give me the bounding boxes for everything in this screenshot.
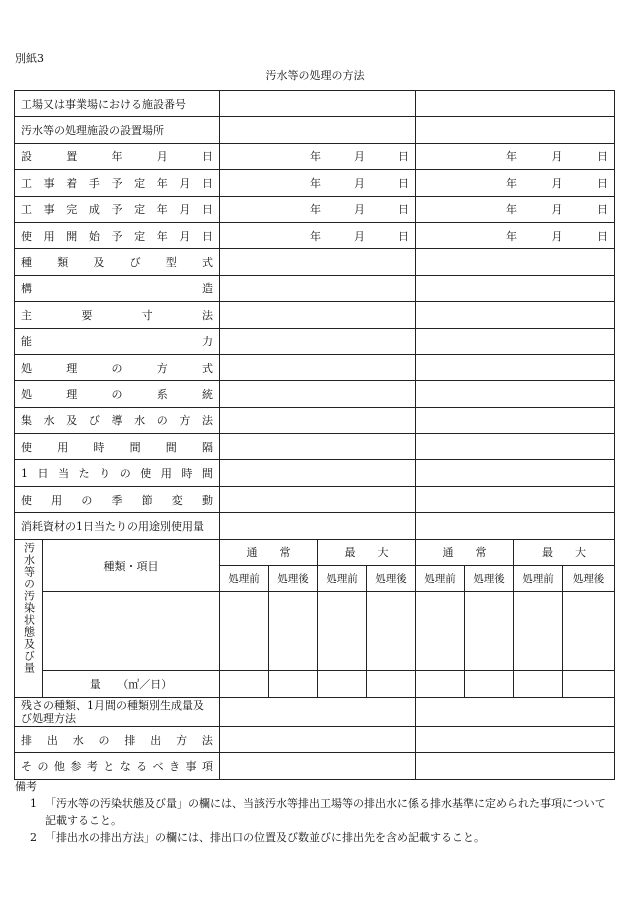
label-char: 時	[93, 440, 105, 454]
label-char: 予	[111, 203, 123, 217]
label-char: 類	[57, 256, 69, 270]
amount-value-cell[interactable]	[269, 671, 318, 697]
max-text: 最 大	[344, 546, 389, 560]
form-row	[15, 726, 615, 752]
month-label: 月	[354, 150, 365, 164]
label-char: 出	[150, 733, 162, 747]
row-label-text: 汚水等の処理施設の設置場所	[21, 124, 164, 138]
label-char: 力	[202, 335, 213, 349]
label-char: の	[98, 733, 110, 747]
normal-text: 通 常	[246, 546, 291, 560]
label-char: 主	[21, 308, 32, 322]
label-char: 理	[66, 387, 78, 401]
label-char: 集	[21, 414, 32, 428]
pollution-item-cell[interactable]	[43, 592, 220, 671]
month-label: 月	[354, 229, 365, 243]
row-label	[15, 196, 220, 222]
row-label	[15, 726, 220, 752]
label-char: 能	[21, 335, 32, 349]
label-char: そ	[21, 759, 32, 773]
input-cell[interactable]	[416, 697, 615, 726]
input-cell[interactable]	[220, 697, 416, 726]
input-cell[interactable]	[220, 460, 416, 486]
note-text: 「排出水の排出方法」の欄には、排出口の位置及び数並びに排出先を含め記載すること。	[45, 831, 485, 844]
before-text: 処理前	[326, 573, 358, 586]
pollution-value-cell[interactable]	[563, 592, 615, 671]
pollution-value-cell[interactable]	[465, 592, 514, 671]
label-char: 法	[201, 733, 213, 747]
day-label: 日	[398, 229, 409, 243]
input-cell[interactable]	[416, 513, 615, 539]
form-row	[15, 434, 615, 460]
before-treatment-header	[416, 566, 465, 592]
row-label	[15, 434, 220, 460]
form-row	[15, 354, 615, 380]
input-cell[interactable]	[416, 407, 615, 433]
month-label: 月	[551, 150, 563, 164]
year-label: 年	[506, 229, 517, 243]
row-label	[15, 460, 220, 486]
label-char: 日	[202, 176, 213, 190]
label-char: 出	[46, 733, 58, 747]
label-char: 隔	[201, 440, 213, 454]
before-treatment-header	[318, 566, 367, 592]
label-char: 理	[66, 361, 78, 375]
label-char: 手	[88, 176, 100, 190]
input-cell[interactable]	[416, 460, 615, 486]
before-treatment-header	[220, 566, 269, 592]
form-row	[15, 222, 615, 248]
label-char: 排	[124, 733, 136, 747]
row-label	[15, 354, 220, 380]
label-char: の	[81, 493, 93, 507]
pollution-value-cell[interactable]	[269, 592, 318, 671]
label-char: 構	[21, 282, 32, 296]
label-char: 月	[179, 203, 191, 217]
label-char: 法	[201, 308, 213, 322]
day-label: 日	[597, 203, 608, 217]
amount-value-cell[interactable]	[416, 671, 465, 697]
row-label-text	[21, 228, 213, 244]
label-char: 水	[72, 733, 84, 747]
label-char: 日	[202, 203, 213, 217]
amount-value-cell[interactable]	[367, 671, 416, 697]
label-char: 及	[93, 256, 105, 270]
label-char: 節	[141, 493, 153, 507]
row-label-text	[21, 439, 213, 455]
label-char: 事	[43, 176, 55, 190]
row-label-text	[21, 758, 213, 774]
pollution-value-cell[interactable]	[318, 592, 367, 671]
label-char: 年	[111, 150, 123, 164]
label-char: び	[88, 414, 100, 428]
max-text: 最 大	[542, 546, 586, 560]
label-char: 間	[201, 467, 213, 481]
input-cell[interactable]	[416, 275, 615, 301]
input-cell[interactable]	[416, 381, 615, 407]
form-row	[15, 143, 615, 169]
form-row	[15, 302, 615, 328]
max-header	[318, 539, 416, 565]
label-char: 他	[53, 759, 65, 773]
label-char: 方	[156, 361, 168, 375]
label-char: 排	[21, 733, 32, 747]
label-char: 間	[129, 440, 141, 454]
year-label: 年	[506, 150, 517, 164]
input-cell[interactable]	[416, 753, 615, 779]
normal-text: 通 常	[442, 546, 487, 560]
row-label	[15, 302, 220, 328]
input-cell[interactable]	[416, 354, 615, 380]
label-char: 定	[134, 229, 146, 243]
label-char: 工	[21, 176, 32, 190]
note-item	[15, 795, 615, 829]
input-cell[interactable]	[220, 407, 416, 433]
row-label	[15, 222, 220, 248]
label-char: べ	[152, 759, 164, 773]
form-row	[15, 381, 615, 407]
label-char: 使	[21, 229, 32, 243]
row-label	[15, 486, 220, 512]
label-char: 用	[160, 467, 172, 481]
row-label	[15, 328, 220, 354]
label-char: 式	[202, 361, 213, 375]
label-char: 造	[202, 282, 213, 296]
label-char: な	[119, 759, 131, 773]
after-text: 処理後	[473, 573, 505, 586]
label-char: 用	[43, 229, 55, 243]
row-label-text: 消耗資材の1日当たりの用途別使用量	[21, 519, 204, 533]
row-label-text	[21, 201, 213, 217]
row-label-text	[21, 148, 213, 164]
date-field[interactable]	[220, 222, 416, 248]
input-cell[interactable]	[416, 117, 615, 143]
label-char: 考	[86, 759, 98, 773]
label-char: 月	[179, 176, 191, 190]
pollution-value-cell[interactable]	[220, 592, 269, 671]
document-reference: 別紙3	[15, 52, 44, 65]
label-char: 導	[111, 414, 123, 428]
row-label-text	[21, 412, 213, 428]
label-char: 設	[21, 150, 32, 164]
label-char: 方	[176, 733, 188, 747]
amount-value-cell[interactable]	[563, 671, 615, 697]
label-char: の	[111, 387, 123, 401]
input-cell[interactable]	[220, 753, 416, 779]
pollution-data-row	[15, 592, 615, 671]
input-cell[interactable]	[220, 328, 416, 354]
label-char: 月	[156, 150, 168, 164]
row-label	[15, 697, 220, 726]
amount-label	[43, 671, 220, 697]
input-cell[interactable]	[220, 726, 416, 752]
input-cell[interactable]	[416, 328, 615, 354]
label-char: 変	[171, 493, 183, 507]
row-label-text	[21, 492, 213, 508]
row-label-text	[21, 307, 213, 323]
document-title: 汚水等の処理の方法	[265, 69, 365, 82]
label-char: 開	[66, 229, 78, 243]
form-row	[15, 249, 615, 275]
date-field[interactable]	[416, 222, 615, 248]
form-row	[15, 460, 615, 486]
label-char: 予	[111, 229, 123, 243]
row-label-text	[21, 386, 213, 402]
month-label: 月	[354, 176, 365, 190]
after-treatment-header	[563, 566, 615, 592]
label-char: た	[78, 467, 90, 481]
year-label: 年	[310, 176, 321, 190]
input-cell[interactable]	[220, 117, 416, 143]
after-treatment-header	[367, 566, 416, 592]
label-char: 年	[156, 203, 168, 217]
label-char: 水	[43, 414, 55, 428]
date-field[interactable]	[416, 196, 615, 222]
form-row	[15, 196, 615, 222]
label-char: る	[136, 759, 148, 773]
row-label-text: 工場又は事業場における施設番号	[21, 97, 186, 111]
date-field[interactable]	[220, 143, 416, 169]
row-label	[15, 275, 220, 301]
input-cell[interactable]	[220, 91, 416, 117]
row-label	[15, 117, 220, 143]
label-char: 日	[202, 229, 213, 243]
type-item-header	[43, 539, 220, 592]
label-char: 用	[57, 440, 69, 454]
label-char: 使	[140, 467, 152, 481]
label-char: 参	[70, 759, 82, 773]
after-text: 処理後	[277, 573, 309, 586]
label-char: 間	[165, 440, 177, 454]
label-char: 定	[134, 203, 146, 217]
label-char: 要	[81, 308, 93, 322]
form-row	[15, 91, 615, 117]
label-char: 年	[156, 229, 168, 243]
row-label-text	[21, 333, 213, 349]
pollution-value-cell[interactable]	[416, 592, 465, 671]
label-char: 年	[156, 176, 168, 190]
row-label	[15, 170, 220, 196]
input-cell[interactable]	[220, 486, 416, 512]
label-char: り	[99, 467, 111, 481]
row-label	[15, 513, 220, 539]
label-char: 時	[181, 467, 193, 481]
label-char: の	[111, 361, 123, 375]
label-char: 完	[66, 203, 78, 217]
label-char: 処	[21, 361, 32, 375]
day-label: 日	[398, 150, 409, 164]
input-cell[interactable]	[220, 381, 416, 407]
before-treatment-header	[514, 566, 563, 592]
label-char: 寸	[141, 308, 153, 322]
label-char: び	[129, 256, 141, 270]
label-char: 方	[179, 414, 191, 428]
form-row	[15, 513, 615, 539]
label-char: 月	[179, 229, 191, 243]
label-char: 及	[66, 414, 78, 428]
form-row	[15, 753, 615, 779]
pollution-side-text: 汚水等の汚染状態及び量	[22, 541, 36, 674]
day-label: 日	[597, 176, 608, 190]
label-char: 法	[202, 414, 213, 428]
input-cell[interactable]	[220, 513, 416, 539]
label-char: の	[37, 759, 49, 773]
pollution-amount-row	[15, 671, 615, 697]
form-row	[15, 328, 615, 354]
month-label: 月	[551, 229, 563, 243]
input-cell[interactable]	[220, 434, 416, 460]
pollution-value-cell[interactable]	[514, 592, 563, 671]
year-label: 年	[506, 203, 517, 217]
before-text: 処理前	[228, 573, 260, 586]
before-text: 処理前	[522, 573, 554, 586]
form-row	[15, 117, 615, 143]
date-field[interactable]	[416, 143, 615, 169]
form-row	[15, 697, 615, 726]
input-cell[interactable]	[220, 354, 416, 380]
label-char: と	[103, 759, 115, 773]
row-label	[15, 753, 220, 779]
label-char: 系	[156, 387, 168, 401]
input-cell[interactable]	[416, 486, 615, 512]
row-label	[15, 407, 220, 433]
label-char: 項	[201, 759, 213, 773]
label-char: 型	[165, 256, 177, 270]
notes-section	[15, 778, 615, 846]
label-char: 動	[201, 493, 213, 507]
type-item-text: 種類・項目	[103, 559, 159, 573]
row-label-text	[21, 732, 213, 748]
label-char: 事	[185, 759, 197, 773]
label-char: 式	[201, 256, 213, 270]
row-label	[15, 91, 220, 117]
year-label: 年	[506, 176, 517, 190]
form-row	[15, 486, 615, 512]
row-label-text	[21, 280, 213, 296]
label-char: 始	[88, 229, 100, 243]
input-cell[interactable]	[220, 249, 416, 275]
notes-heading: 備考	[15, 780, 37, 793]
form-row	[15, 275, 615, 301]
day-label: 日	[398, 203, 409, 217]
form-row	[15, 170, 615, 196]
month-label: 月	[551, 203, 563, 217]
row-label-text	[21, 254, 213, 270]
input-cell[interactable]	[220, 302, 416, 328]
label-char: 日	[202, 150, 213, 164]
label-char: 1	[21, 466, 28, 480]
input-cell[interactable]	[416, 434, 615, 460]
label-char: 事	[43, 203, 55, 217]
day-label: 日	[597, 150, 608, 164]
label-char: 使	[21, 493, 32, 507]
input-cell[interactable]	[416, 302, 615, 328]
row-label-text: 残さの種類、1月間の種類別生成量及び処理方法	[21, 698, 204, 725]
amount-value-cell[interactable]	[220, 671, 269, 697]
label-char: 日	[37, 467, 49, 481]
label-char: 使	[21, 440, 32, 454]
row-label-text	[21, 465, 213, 481]
label-char: 水	[134, 414, 146, 428]
day-label: 日	[398, 176, 409, 190]
row-label	[15, 143, 220, 169]
label-char: 種	[21, 256, 32, 270]
input-cell[interactable]	[416, 91, 615, 117]
amount-value-cell[interactable]	[514, 671, 563, 697]
row-label	[15, 381, 220, 407]
label-char: 置	[66, 150, 78, 164]
input-cell[interactable]	[416, 249, 615, 275]
note-number: 1	[30, 797, 37, 810]
normal-header	[416, 539, 514, 565]
label-char: 当	[58, 467, 70, 481]
label-char: 用	[51, 493, 63, 507]
after-treatment-header	[465, 566, 514, 592]
max-header	[514, 539, 615, 565]
label-char: 工	[21, 203, 32, 217]
label-char: 季	[111, 493, 123, 507]
treatment-method-form	[14, 90, 615, 780]
label-char: の	[156, 414, 168, 428]
row-label-text	[21, 360, 213, 376]
label-char: き	[169, 759, 181, 773]
input-cell[interactable]	[220, 275, 416, 301]
month-label: 月	[551, 176, 563, 190]
day-label: 日	[597, 229, 608, 243]
month-label: 月	[354, 203, 365, 217]
label-char: 統	[202, 387, 213, 401]
amount-value-cell[interactable]	[318, 671, 367, 697]
input-cell[interactable]	[416, 726, 615, 752]
year-label: 年	[310, 150, 321, 164]
year-label: 年	[310, 203, 321, 217]
year-label: 年	[310, 229, 321, 243]
label-char: 処	[21, 387, 32, 401]
amount-value-cell[interactable]	[465, 671, 514, 697]
before-text: 処理前	[424, 573, 456, 586]
label-char: 着	[66, 176, 78, 190]
label-char: の	[119, 467, 131, 481]
label-char: 定	[134, 176, 146, 190]
date-field[interactable]	[220, 170, 416, 196]
note-number: 2	[30, 831, 37, 844]
after-treatment-header	[269, 566, 318, 592]
pollution-header-row	[15, 539, 615, 565]
note-item	[15, 829, 615, 846]
pollution-side-label	[15, 539, 43, 697]
normal-header	[220, 539, 318, 565]
note-text: 「汚水等の汚染状態及び量」の欄には、当該汚水等排出工場等の排出水に係る排水基準に定められた事項について記載すること。	[45, 797, 606, 827]
amount-text: 量 （㎥／日）	[89, 678, 173, 692]
date-field[interactable]	[220, 196, 416, 222]
after-text: 処理後	[375, 573, 407, 586]
row-label	[15, 249, 220, 275]
after-text: 処理後	[572, 573, 605, 586]
label-char: 成	[88, 203, 100, 217]
form-row	[15, 407, 615, 433]
pollution-value-cell[interactable]	[367, 592, 416, 671]
label-char: 予	[111, 176, 123, 190]
date-field[interactable]	[416, 170, 615, 196]
row-label-text	[21, 175, 213, 191]
